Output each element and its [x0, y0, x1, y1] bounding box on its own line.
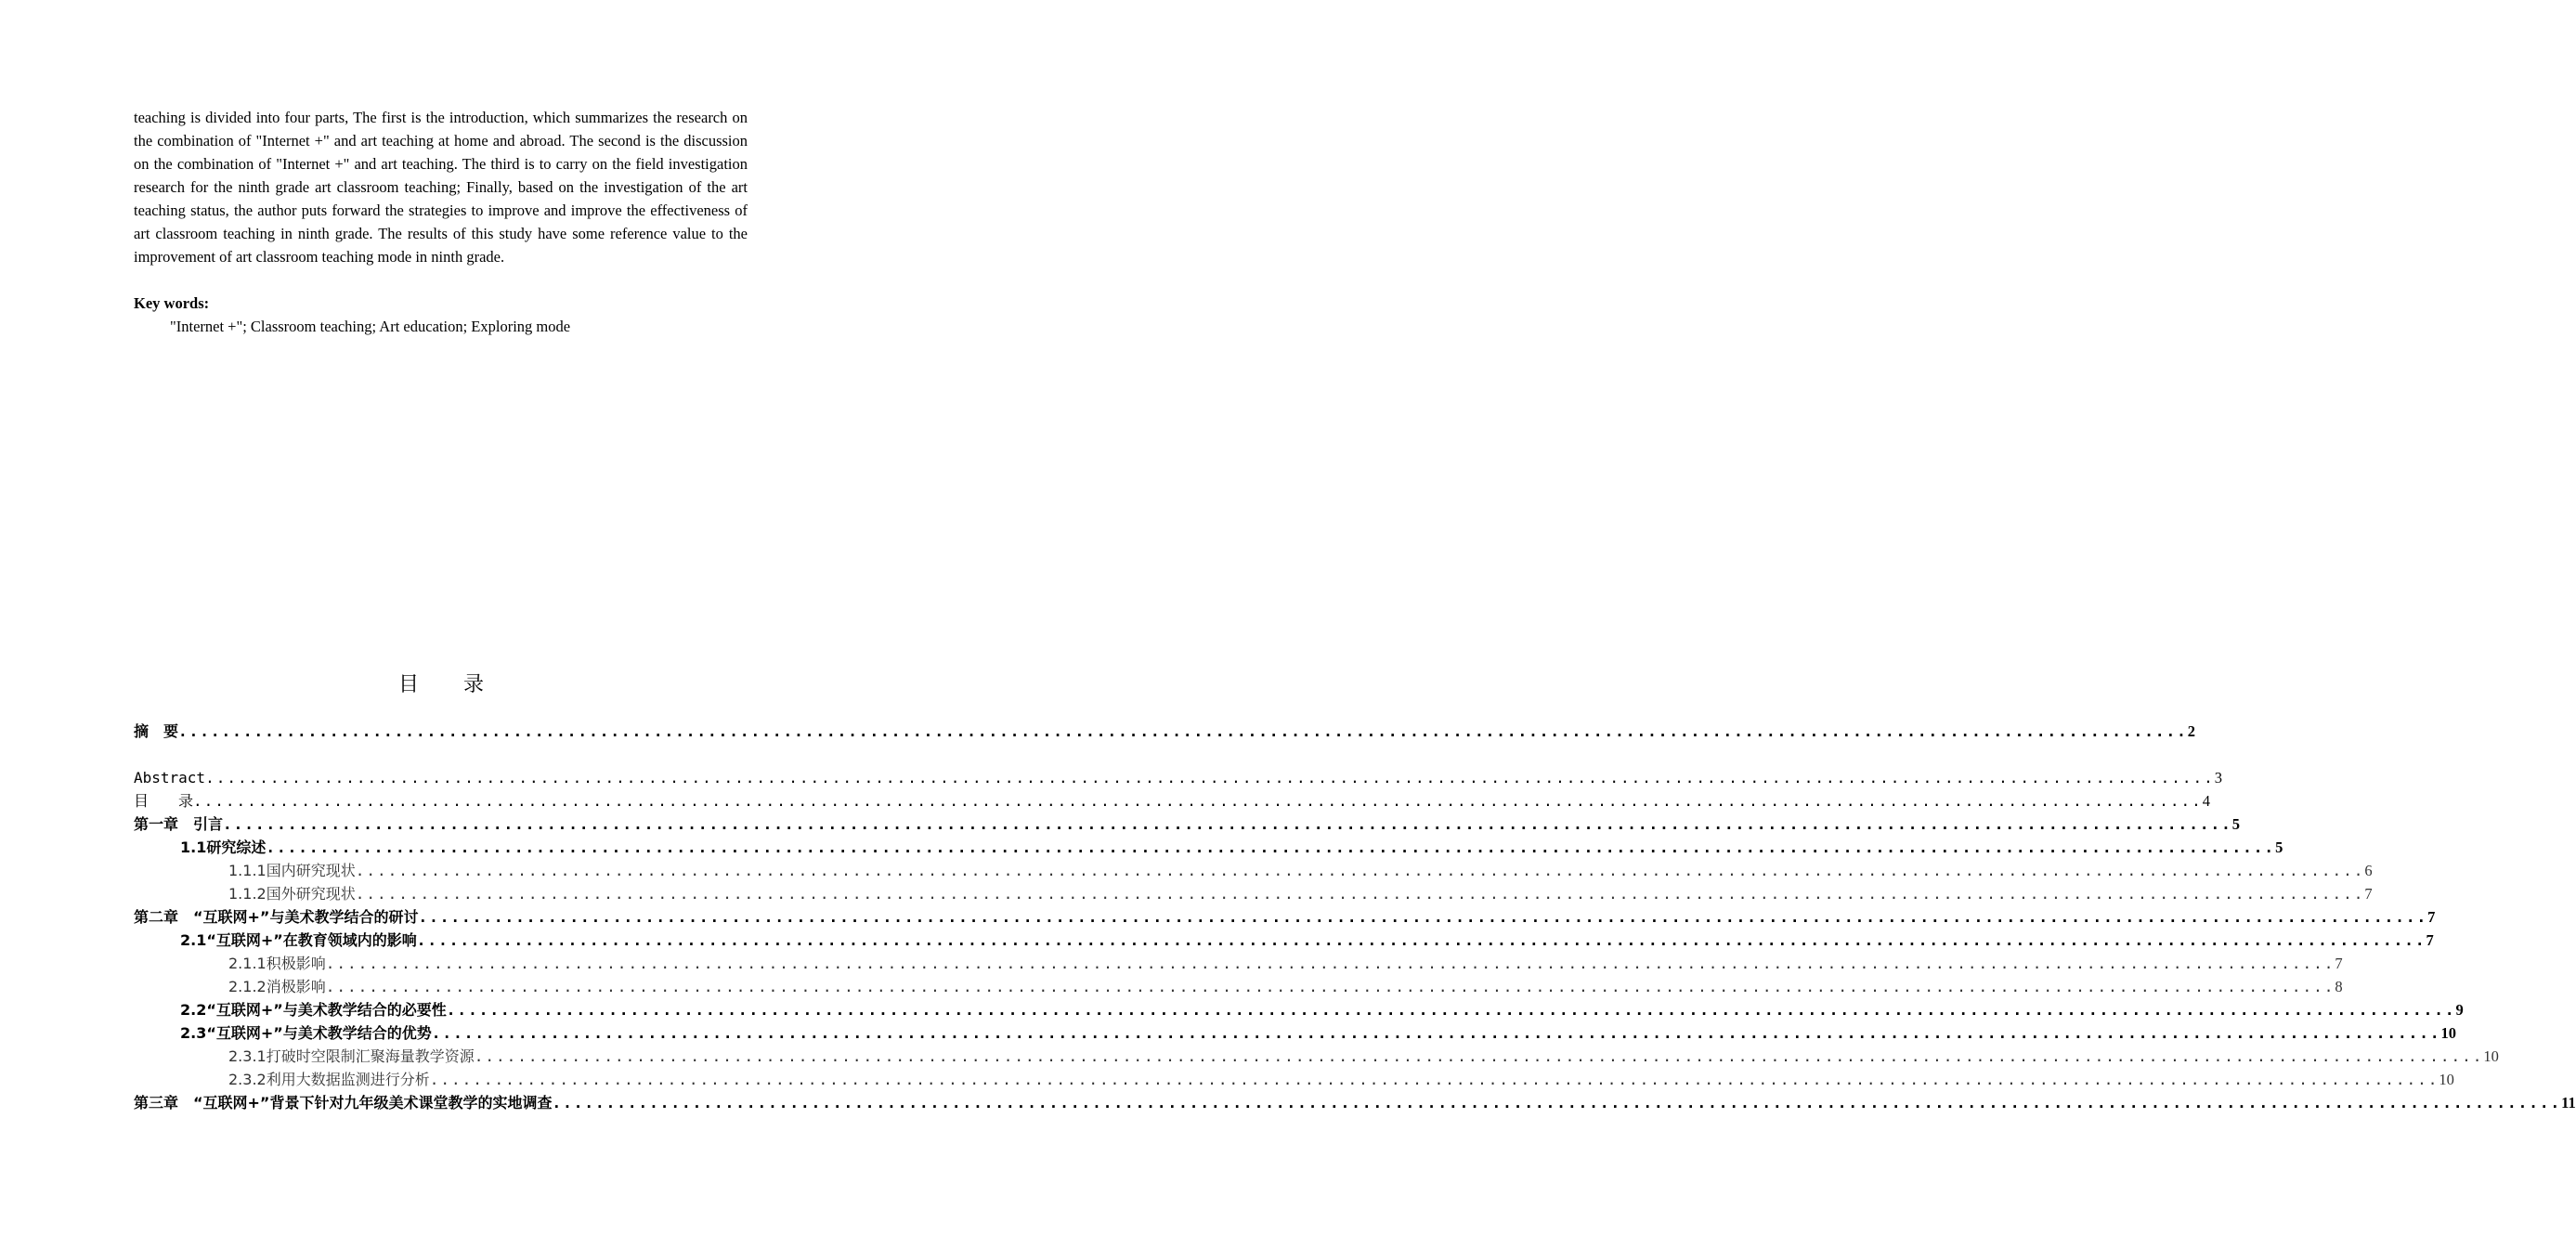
toc-entry-label: 第一章 引言 — [134, 815, 224, 833]
toc-leader-dots: .......................................................................................................................................................................................... — [474, 1047, 2484, 1065]
toc-entry-label: 1.1研究综述 — [180, 838, 267, 856]
keywords-title: Key words: — [134, 294, 210, 312]
table-of-contents — [134, 720, 2576, 1114]
toc-entry-label: 目 录 — [134, 792, 194, 810]
toc-entry-label: 第三章 “互联网+”背景下针对九年级美术课堂教学的实地调查 — [134, 1094, 553, 1112]
toc-entry-page: 9 — [2455, 1001, 2464, 1019]
abstract-body — [134, 106, 748, 268]
toc-entry-page: 2 — [2187, 722, 2195, 740]
toc-entry-page: 10 — [2440, 1024, 2456, 1042]
toc-entry-page: 10 — [2439, 1071, 2454, 1088]
toc-entry-contents[interactable] — [134, 789, 2210, 812]
toc-entry-label: 2.3.2利用大数据监测进行分析 — [228, 1071, 430, 1088]
toc-leader-dots: .......................................................................................................................................................................................... — [431, 1024, 2441, 1042]
toc-leader-dots: .......................................................................................................................................................................................... — [325, 978, 2335, 995]
toc-entry-section-2-3-1[interactable] — [134, 1045, 2499, 1068]
toc-entry-label: 摘 要 — [134, 722, 179, 740]
toc-entry-page: 10 — [2483, 1047, 2499, 1065]
toc-entry-section-2-3[interactable] — [134, 1021, 2456, 1045]
toc-entry-label: 2.3.1打破时空限制汇聚海量教学资源 — [228, 1047, 475, 1065]
toc-entry-section-1-1[interactable] — [134, 836, 2283, 859]
toc-entry-page: 7 — [2335, 955, 2343, 972]
toc-entry-chapter-3[interactable] — [134, 1091, 2576, 1114]
toc-entry-label: 1.1.1国内研究现状 — [228, 862, 356, 879]
toc-entry-label: 2.1.2消极影响 — [228, 978, 326, 995]
toc-entry-page: 3 — [2214, 769, 2223, 786]
toc-leader-dots: .......................................................................................................................................................................................... — [223, 815, 2232, 833]
toc-entry-page: 7 — [2426, 931, 2434, 949]
toc-title-char-1: 目 — [397, 673, 419, 696]
toc-leader-dots: .......................................................................................................................................................................................... — [446, 1001, 2456, 1019]
toc-title — [0, 670, 882, 700]
toc-title-char-2: 录 — [463, 673, 485, 696]
toc-entry-page: 8 — [2335, 978, 2343, 995]
abstract-paragraph: teaching is divided into four parts, The first is the introduction, which summarizes the research on the combination of "Internet +" and art teaching at home and abroad. The second is the discussion on the combination of "Internet +" and art teaching. The third is to carry on the field investigation research for the ninth grade art classroom teaching; Finally, based on the investigation of the art teaching status, the author puts forward the strategies to improve and improve the effectiveness of art classroom teaching in ninth grade. The results of this study have some reference value to the improvement of art classroom teaching mode in ninth grade. — [134, 109, 748, 266]
keywords-text: "Internet +"; Classroom teaching; Art education; Exploring mode — [170, 318, 571, 335]
toc-entry-chapter-2[interactable] — [134, 905, 2436, 929]
toc-entry-section-1-1-2[interactable] — [134, 882, 2373, 905]
toc-entry-page: 7 — [2427, 908, 2436, 926]
toc-entry-page: 5 — [2275, 838, 2283, 856]
toc-entry-section-2-3-2[interactable] — [134, 1068, 2454, 1091]
toc-leader-dots: .......................................................................................................................................................................................... — [418, 908, 2428, 926]
toc-leader-dots: .......................................................................................................................................................................................... — [266, 838, 2276, 856]
toc-leader-dots: .......................................................................................................................................................................................... — [355, 862, 2365, 879]
toc-entry-label: 2.2“互联网+”与美术教学结合的必要性 — [180, 1001, 447, 1019]
toc-entry-section-2-1-2[interactable] — [134, 975, 2343, 998]
toc-leader-dots: .......................................................................................................................................................................................... — [355, 885, 2365, 903]
toc-entry-label: 2.1.1积极影响 — [228, 955, 326, 972]
toc-leader-dots: .......................................................................................................................................................................................... — [178, 722, 2188, 740]
toc-entry-section-2-2[interactable] — [134, 998, 2464, 1021]
toc-entry-label: Abstract — [134, 769, 206, 786]
toc-entry-label: 2.1“互联网+”在教育领域内的影响 — [180, 931, 417, 949]
toc-entry-section-2-1-1[interactable] — [134, 952, 2343, 975]
toc-leader-dots: .......................................................................................................................................................................................... — [325, 955, 2335, 972]
toc-entry-section-1-1-1[interactable] — [134, 859, 2373, 882]
toc-leader-dots: .......................................................................................................................................................................................... — [193, 792, 2203, 810]
toc-entry-label: 1.1.2国外研究现状 — [228, 885, 356, 903]
toc-entry-abstract-cn[interactable] — [134, 720, 2195, 743]
toc-entry-page: 4 — [2202, 792, 2210, 810]
toc-entry-section-2-1[interactable] — [134, 929, 2434, 952]
toc-entry-label: 第二章 “互联网+”与美术教学结合的研讨 — [134, 908, 419, 926]
toc-entry-abstract-en[interactable] — [134, 766, 2223, 789]
toc-entry-chapter-1[interactable] — [134, 812, 2240, 836]
toc-leader-dots: .......................................................................................................................................................................................... — [416, 931, 2426, 949]
toc-leader-dots: .......................................................................................................................................................................................... — [205, 769, 2215, 786]
toc-entry-page: 5 — [2231, 815, 2240, 833]
toc-leader-dots: .......................................................................................................................................................................................... — [429, 1071, 2439, 1088]
toc-entry-label: 2.3“互联网+”与美术教学结合的优势 — [180, 1024, 432, 1042]
toc-entry-page: 7 — [2364, 885, 2373, 903]
toc-entry-page: 11 — [2561, 1094, 2576, 1112]
toc-entry-page: 6 — [2364, 862, 2373, 879]
toc-leader-dots: .......................................................................................................................................................................................... — [552, 1094, 2562, 1112]
